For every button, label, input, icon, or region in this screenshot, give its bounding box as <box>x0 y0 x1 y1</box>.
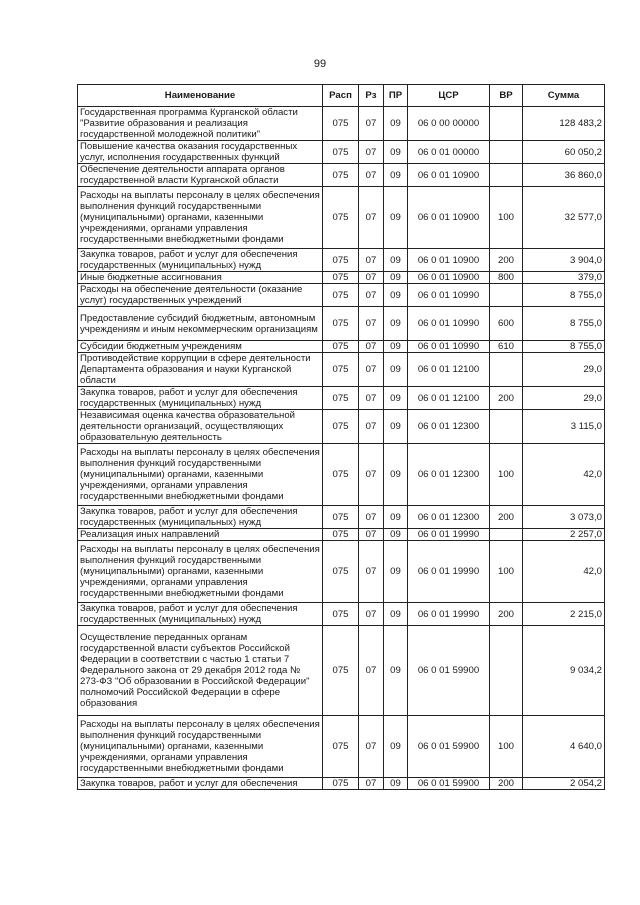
column-header: Рз <box>359 85 384 107</box>
row-rz: 07 <box>359 506 384 529</box>
row-pr: 09 <box>384 716 408 778</box>
row-sum: 42,0 <box>523 444 605 506</box>
row-vr <box>490 284 523 307</box>
table-row <box>78 444 605 506</box>
row-vr <box>490 107 523 141</box>
row-sum: 2 257,0 <box>523 529 605 541</box>
row-rasp: 075 <box>323 107 359 141</box>
row-vr: 200 <box>490 603 523 626</box>
row-vr: 800 <box>490 272 523 284</box>
row-name: Закупка товаров, работ и услуг для обеспечения <box>78 778 323 790</box>
row-rasp: 075 <box>323 164 359 187</box>
row-rz: 07 <box>359 603 384 626</box>
row-rasp: 075 <box>323 141 359 164</box>
row-csr: 06 0 01 59900 <box>408 626 490 716</box>
row-vr: 200 <box>490 249 523 272</box>
row-rasp: 075 <box>323 353 359 387</box>
row-rz: 07 <box>359 444 384 506</box>
row-sum: 3 073,0 <box>523 506 605 529</box>
row-pr: 09 <box>384 341 408 353</box>
row-sum: 4 640,0 <box>523 716 605 778</box>
row-pr: 09 <box>384 307 408 341</box>
row-vr: 600 <box>490 307 523 341</box>
row-rz: 07 <box>359 307 384 341</box>
row-rasp: 075 <box>323 716 359 778</box>
table-row <box>78 603 605 626</box>
row-csr: 06 0 00 00000 <box>408 107 490 141</box>
row-vr <box>490 626 523 716</box>
table-row <box>78 410 605 444</box>
row-rz: 07 <box>359 410 384 444</box>
column-header: Наименование <box>78 85 323 107</box>
row-name: Осуществление переданных органам государственной власти субъектов Российской Федерации в соответствии с частью 1 статьи 7 Федерального закона от 29 декабря 2012 года № 273-ФЗ "Об образовании в Российской Федерации" полномочий Российской Федерации в сфере образования <box>78 626 323 716</box>
column-header: ВР <box>490 85 523 107</box>
row-rasp: 075 <box>323 529 359 541</box>
row-rasp: 075 <box>323 410 359 444</box>
row-rz: 07 <box>359 284 384 307</box>
row-rz: 07 <box>359 187 384 249</box>
row-name: Повышение качества оказания государственных услуг, исполнения государственных функций <box>78 141 323 164</box>
row-rasp: 075 <box>323 541 359 603</box>
row-rasp: 075 <box>323 187 359 249</box>
row-pr: 09 <box>384 541 408 603</box>
row-pr: 09 <box>384 284 408 307</box>
row-sum: 8 755,0 <box>523 307 605 341</box>
row-rz: 07 <box>359 107 384 141</box>
row-csr: 06 0 01 10990 <box>408 284 490 307</box>
row-sum: 9 034,2 <box>523 626 605 716</box>
row-name: Государственная программа Курганской области "Развитие образования и реализация государственной молодежной политики" <box>78 107 323 141</box>
row-csr: 06 0 01 12300 <box>408 444 490 506</box>
table-row <box>78 541 605 603</box>
row-rz: 07 <box>359 249 384 272</box>
row-rz: 07 <box>359 716 384 778</box>
row-vr: 100 <box>490 716 523 778</box>
row-pr: 09 <box>384 778 408 790</box>
column-header: ЦСР <box>408 85 490 107</box>
row-pr: 09 <box>384 387 408 410</box>
row-sum: 32 577,0 <box>523 187 605 249</box>
table-row <box>78 506 605 529</box>
row-name: Закупка товаров, работ и услуг для обеспечения государственных (муниципальных) нужд <box>78 387 323 410</box>
budget-table <box>77 84 605 790</box>
row-sum: 42,0 <box>523 541 605 603</box>
row-vr <box>490 141 523 164</box>
row-vr: 200 <box>490 778 523 790</box>
table-row <box>78 249 605 272</box>
row-csr: 06 0 01 10900 <box>408 164 490 187</box>
row-sum: 3 115,0 <box>523 410 605 444</box>
row-pr: 09 <box>384 506 408 529</box>
row-vr <box>490 164 523 187</box>
row-name: Закупка товаров, работ и услуг для обеспечения государственных (муниципальных) нужд <box>78 603 323 626</box>
column-header: Сумма <box>523 85 605 107</box>
row-rz: 07 <box>359 626 384 716</box>
row-csr: 06 0 01 59900 <box>408 778 490 790</box>
column-header: ПР <box>384 85 408 107</box>
row-name: Закупка товаров, работ и услуг для обеспечения государственных (муниципальных) нужд <box>78 249 323 272</box>
row-sum: 3 904,0 <box>523 249 605 272</box>
table-row <box>78 307 605 341</box>
row-name: Иные бюджетные ассигнования <box>78 272 323 284</box>
row-pr: 09 <box>384 107 408 141</box>
row-pr: 09 <box>384 626 408 716</box>
row-rasp: 075 <box>323 387 359 410</box>
row-rasp: 075 <box>323 249 359 272</box>
row-csr: 06 0 01 00000 <box>408 141 490 164</box>
row-vr: 100 <box>490 444 523 506</box>
row-csr: 06 0 01 59900 <box>408 716 490 778</box>
table-row <box>78 164 605 187</box>
row-sum: 379,0 <box>523 272 605 284</box>
row-name: Противодействие коррупции в сфере деятельности Департамента образования и науки Курганской области <box>78 353 323 387</box>
row-rz: 07 <box>359 529 384 541</box>
row-rasp: 075 <box>323 341 359 353</box>
row-rz: 07 <box>359 387 384 410</box>
row-sum: 128 483,2 <box>523 107 605 141</box>
row-name: Субсидии бюджетным учреждениям <box>78 341 323 353</box>
row-rasp: 075 <box>323 444 359 506</box>
row-name: Расходы на выплаты персоналу в целях обеспечения выполнения функций государственными (муниципальными) органами, казенными учреждениями, органами управления государственными внебюджетными фондами <box>78 541 323 603</box>
row-pr: 09 <box>384 272 408 284</box>
table-row <box>78 187 605 249</box>
row-rasp: 075 <box>323 307 359 341</box>
row-pr: 09 <box>384 410 408 444</box>
row-sum: 2 054,2 <box>523 778 605 790</box>
page-number: 99 <box>313 58 327 70</box>
row-pr: 09 <box>384 249 408 272</box>
row-rz: 07 <box>359 141 384 164</box>
table-row <box>78 353 605 387</box>
row-name: Расходы на обеспечение деятельности (оказание услуг) государственных учреждений <box>78 284 323 307</box>
row-name: Обеспечение деятельности аппарата органов государственной власти Курганской области <box>78 164 323 187</box>
row-name: Независимая оценка качества образовательной деятельности организаций, осуществляющих образовательную деятельность <box>78 410 323 444</box>
row-csr: 06 0 01 12100 <box>408 387 490 410</box>
row-rasp: 075 <box>323 626 359 716</box>
row-rz: 07 <box>359 341 384 353</box>
row-name: Расходы на выплаты персоналу в целях обеспечения выполнения функций государственными (муниципальными) органами, казенными учреждениями, органами управления государственными внебюджетными фондами <box>78 716 323 778</box>
row-sum: 8 755,0 <box>523 341 605 353</box>
row-rz: 07 <box>359 272 384 284</box>
row-rasp: 075 <box>323 272 359 284</box>
row-vr <box>490 410 523 444</box>
row-rz: 07 <box>359 164 384 187</box>
table-row <box>78 107 605 141</box>
table-header-row <box>78 85 605 107</box>
row-csr: 06 0 01 19990 <box>408 541 490 603</box>
table-row <box>78 284 605 307</box>
row-csr: 06 0 01 10990 <box>408 341 490 353</box>
row-vr: 100 <box>490 541 523 603</box>
row-csr: 06 0 01 12300 <box>408 506 490 529</box>
row-sum: 36 860,0 <box>523 164 605 187</box>
table-row <box>78 387 605 410</box>
row-name: Расходы на выплаты персоналу в целях обеспечения выполнения функций государственными (муниципальными) органами, казенными учреждениями, органами управления государственными внебюджетными фондами <box>78 187 323 249</box>
table-row <box>78 529 605 541</box>
row-csr: 06 0 01 12100 <box>408 353 490 387</box>
row-rasp: 075 <box>323 778 359 790</box>
table-row <box>78 141 605 164</box>
row-csr: 06 0 01 19990 <box>408 603 490 626</box>
row-csr: 06 0 01 12300 <box>408 410 490 444</box>
row-rz: 07 <box>359 541 384 603</box>
row-vr <box>490 529 523 541</box>
row-csr: 06 0 01 10900 <box>408 187 490 249</box>
row-rasp: 075 <box>323 603 359 626</box>
row-csr: 06 0 01 10900 <box>408 272 490 284</box>
row-vr <box>490 353 523 387</box>
row-rasp: 075 <box>323 284 359 307</box>
column-header: Расп <box>323 85 359 107</box>
row-rz: 07 <box>359 778 384 790</box>
row-pr: 09 <box>384 603 408 626</box>
row-name: Закупка товаров, работ и услуг для обеспечения государственных (муниципальных) нужд <box>78 506 323 529</box>
row-pr: 09 <box>384 164 408 187</box>
row-name: Предоставление субсидий бюджетным, автономным учреждениям и иным некоммерческим организациям <box>78 307 323 341</box>
row-pr: 09 <box>384 353 408 387</box>
row-csr: 06 0 01 10990 <box>408 307 490 341</box>
row-vr: 100 <box>490 187 523 249</box>
row-csr: 06 0 01 10900 <box>408 249 490 272</box>
row-pr: 09 <box>384 444 408 506</box>
row-sum: 2 215,0 <box>523 603 605 626</box>
row-pr: 09 <box>384 529 408 541</box>
row-sum: 8 755,0 <box>523 284 605 307</box>
row-pr: 09 <box>384 141 408 164</box>
row-rasp: 075 <box>323 506 359 529</box>
row-vr: 200 <box>490 506 523 529</box>
row-pr: 09 <box>384 187 408 249</box>
table-row <box>78 626 605 716</box>
row-csr: 06 0 01 19990 <box>408 529 490 541</box>
row-sum: 29,0 <box>523 387 605 410</box>
row-name: Реализация иных направлений <box>78 529 323 541</box>
table-row <box>78 778 605 790</box>
row-vr: 610 <box>490 341 523 353</box>
table-row <box>78 716 605 778</box>
row-sum: 60 050,2 <box>523 141 605 164</box>
row-vr: 200 <box>490 387 523 410</box>
row-sum: 29,0 <box>523 353 605 387</box>
table-row <box>78 341 605 353</box>
row-name: Расходы на выплаты персоналу в целях обеспечения выполнения функций государственными (муниципальными) органами, казенными учреждениями, органами управления государственными внебюджетными фондами <box>78 444 323 506</box>
table-row <box>78 272 605 284</box>
row-rz: 07 <box>359 353 384 387</box>
